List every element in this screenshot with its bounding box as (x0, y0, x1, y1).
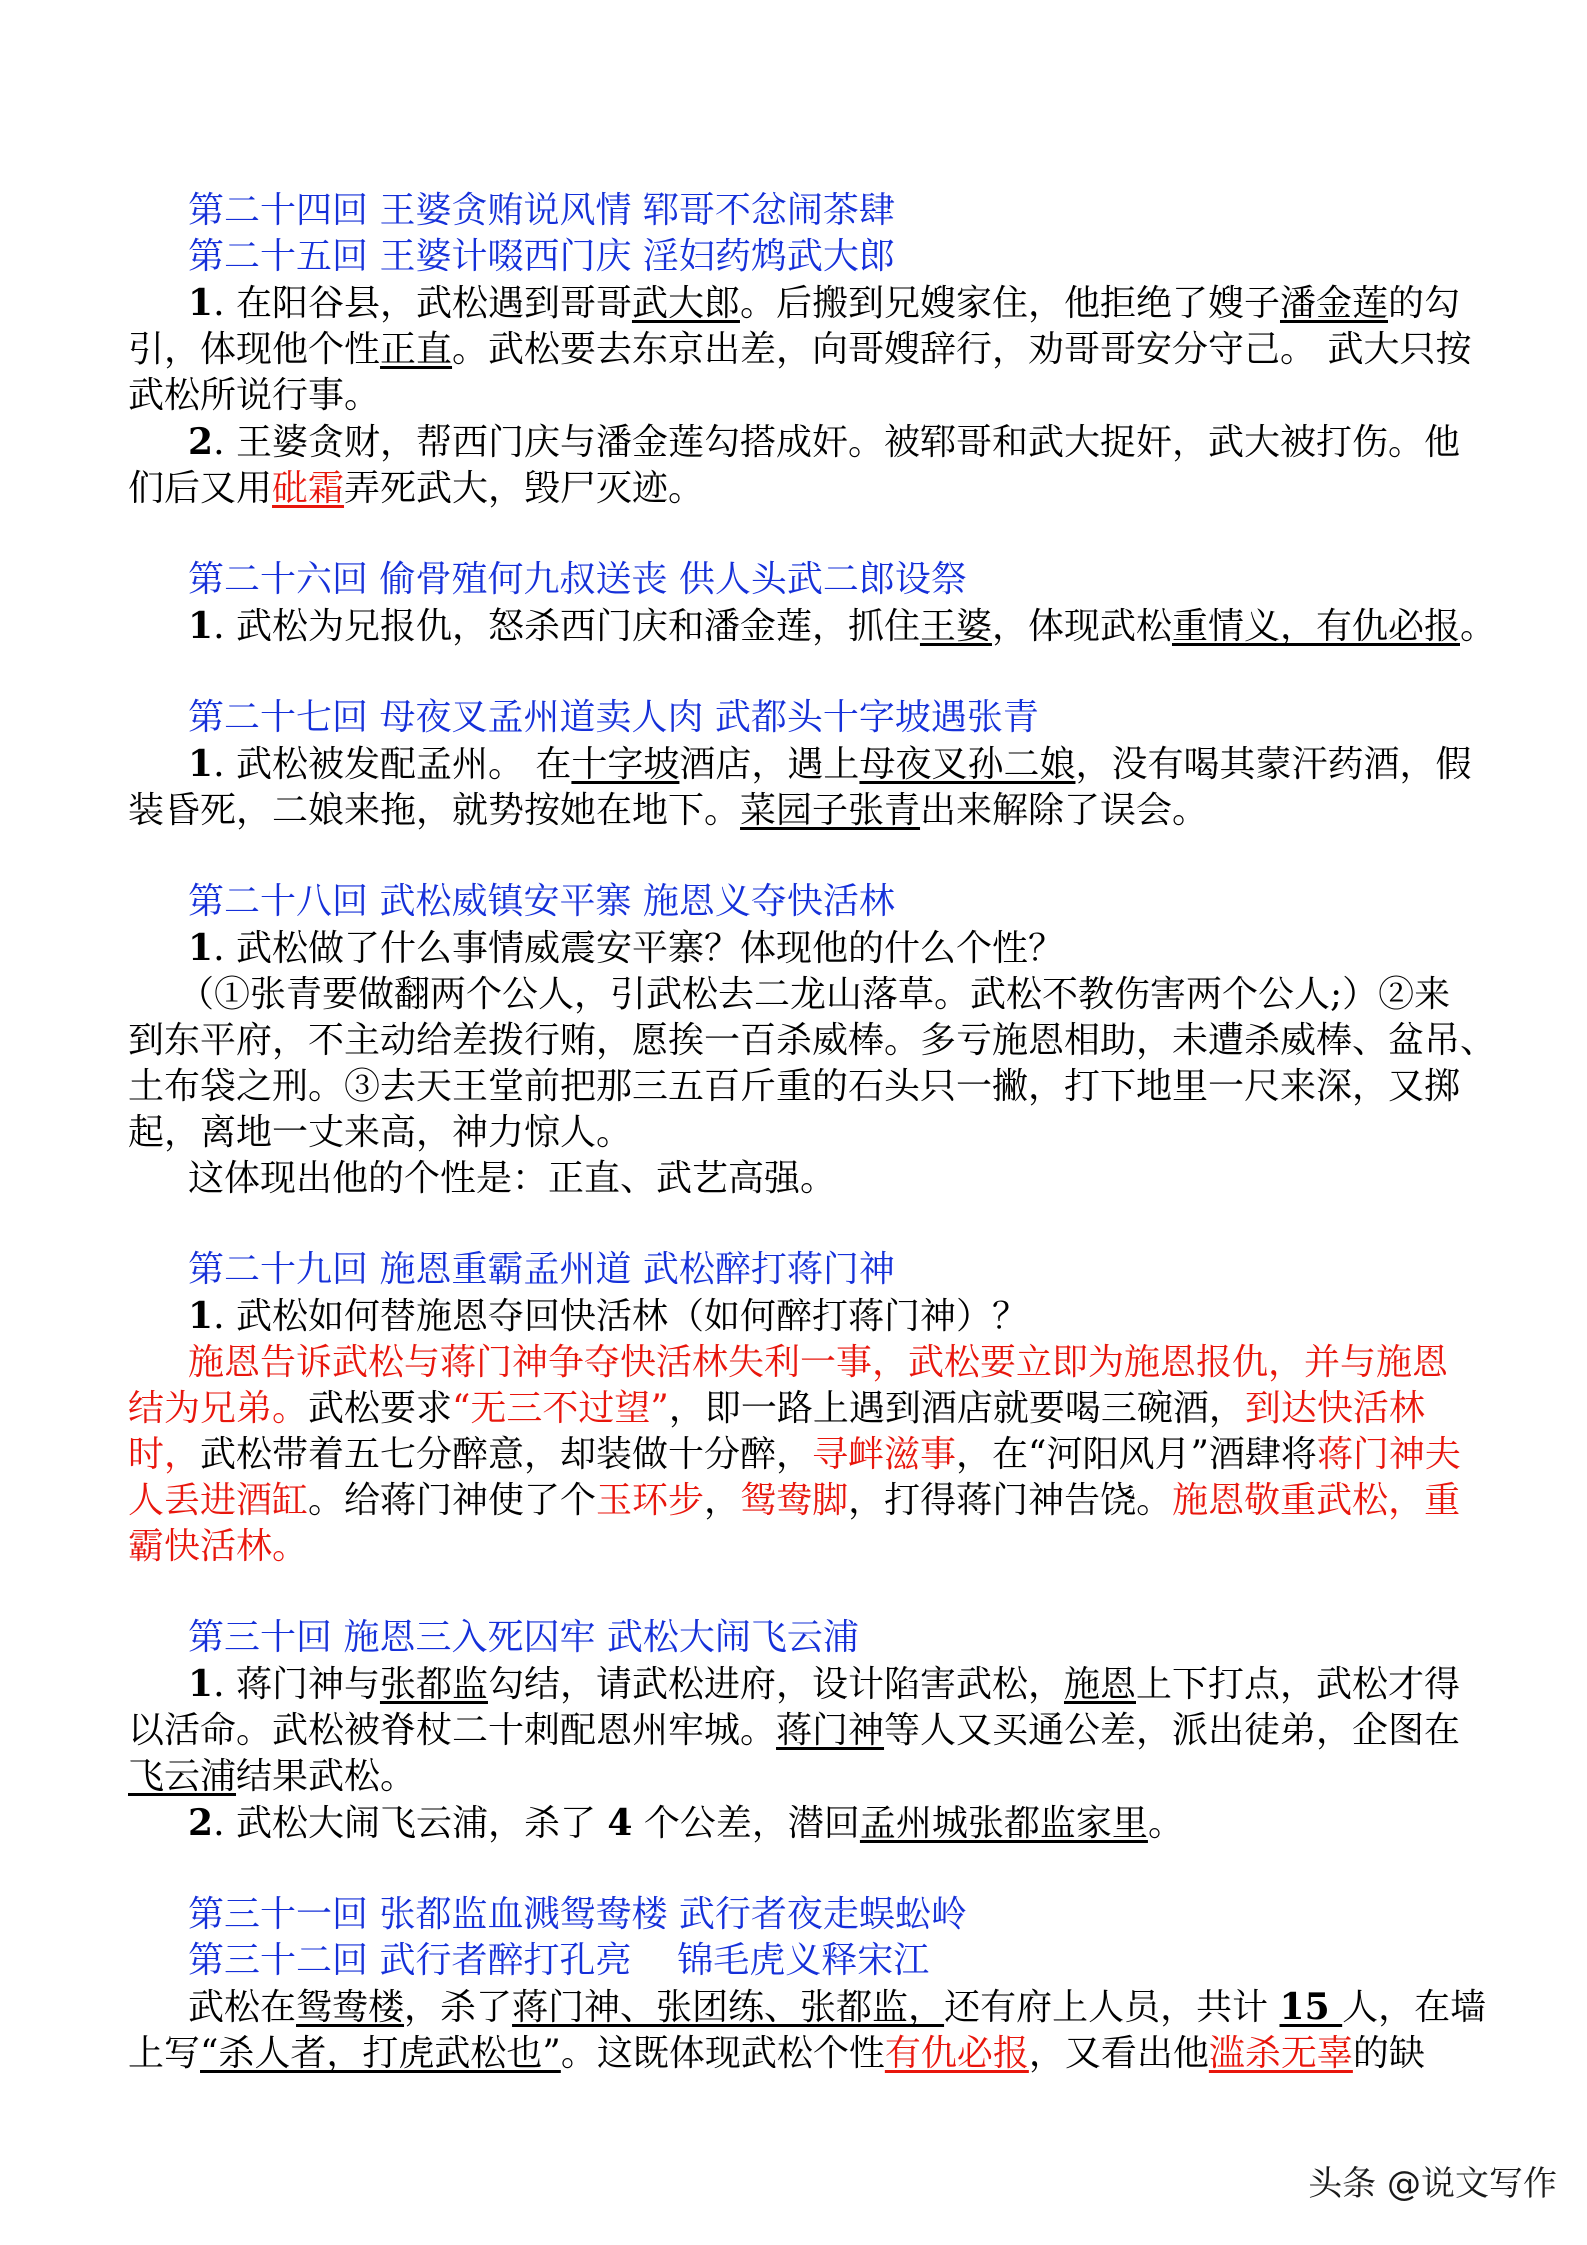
item-number: 1 (188, 282, 214, 324)
source-watermark: 头条 @说文写作 (1308, 2164, 1557, 2204)
underlined-term: 张都监 (379, 1664, 488, 1705)
underlined-term: 鸳鸯楼 (296, 1987, 405, 2028)
chapter-heading: 第二十四回 王婆贪贿说风情 郓哥不忿闹茶肆 (188, 190, 895, 231)
answer-line: 霸快活林。 (128, 1526, 309, 1567)
underlined-term: 施恩 (1063, 1664, 1136, 1705)
paragraph-line: 以活命。武松被脊杖二十刺配恩州牢城。蒋门神等人又买通公差，派出徒弟，企图在 (128, 1710, 1461, 1751)
chapter-heading: 第二十七回 母夜叉孟州道卖人肉 武都头十字坡遇张青 (188, 697, 1039, 738)
paragraph-line: 武松在鸳鸯楼，杀了蒋门神、张团练、张都监，还有府上人员，共计 15 人，在墙 (188, 1986, 1487, 2028)
paragraph-line: 武松所说行事。 (128, 375, 381, 416)
paragraph-line: （①张青要做翻两个公人，引武松去二龙山落草。武松不教伤害两个公人;）②来 (178, 974, 1451, 1015)
section-spacer (128, 1847, 1508, 1892)
paragraph-line: 土布袋之刑。③去天王堂前把那三五百斤重的石头只一撇，打下地里一尺来深，又掷 (128, 1066, 1461, 1107)
chapter-heading: 第二十六回 偷骨殖何九叔送丧 供人头武二郎设祭 (188, 559, 967, 600)
underlined-term: 潘金莲 (1279, 283, 1388, 324)
item-number: 2 (188, 1802, 214, 1844)
document-page (128, 188, 1508, 2077)
paragraph-line: 飞云浦结果武松。 (128, 1756, 417, 1797)
underlined-term: 菜园子张青 (740, 790, 921, 831)
paragraph-line: 上写“杀人者，打虎武松也”。这既体现武松个性有仇必报，又看出他滥杀无辜的缺 (128, 2033, 1425, 2074)
paragraph-line: 1. 在阳谷县，武松遇到哥哥武大郎。后搬到兄嫂家住，他拒绝了嫂子潘金莲的勾 (188, 282, 1461, 324)
paragraph-line: 2. 王婆贪财，帮西门庆与潘金莲勾搭成奸。被郓哥和武大捉奸，武大被打伤。他 (188, 421, 1460, 463)
section-spacer (128, 512, 1508, 557)
highlighted-term: 有仇必报 (884, 2033, 1029, 2074)
underlined-term: 王婆 (919, 606, 992, 647)
underlined-term: 蒋门神 (776, 1710, 885, 1751)
underlined-term: 重情义，有仇必报 (1171, 606, 1460, 647)
item-number: 1 (188, 1663, 214, 1705)
count-number: 15 (1279, 1986, 1343, 2028)
item-number: 1 (188, 605, 214, 647)
question-line: 1. 武松做了什么事情威震安平寨？体现他的什么个性？ (188, 927, 1064, 969)
paragraph-line: 1. 武松为兄报仇，怒杀西门庆和潘金莲，抓住王婆，体现武松重情义，有仇必报。 (188, 605, 1497, 647)
item-number: 1 (188, 743, 214, 785)
paragraph-line: 引，体现他个性正直。武松要去东京出差，向哥嫂辞行，劝哥哥安分守己。 武大只按 (128, 329, 1472, 370)
answer-line: 结为兄弟。武松要求“无三不过望”，即一路上遇到酒店就要喝三碗酒，到达快活林 (128, 1388, 1425, 1429)
answer-line: 施恩告诉武松与蒋门神争夺快活林失利一事，武松要立即为施恩报仇，并与施恩 (188, 1342, 1449, 1383)
item-number: 2 (188, 421, 214, 463)
chapter-heading: 第二十五回 王婆计啜西门庆 淫妇药鸩武大郎 (188, 236, 895, 277)
answer-line: 人丢进酒缸。给蒋门神使了个玉环步，鸳鸯脚，打得蒋门神告饶。施恩敬重武松，重 (128, 1480, 1461, 1521)
chapter-heading: 第三十回 施恩三入死囚牢 武松大闹飞云浦 (188, 1617, 859, 1658)
question-line: 1. 武松如何替施恩夺回快活林（如何醉打蒋门神）？ (188, 1295, 1028, 1337)
section-spacer (128, 1570, 1508, 1615)
paragraph-line: 起，离地一丈来高，神力惊人。 (128, 1112, 633, 1153)
paragraph-line: 2. 武松大闹飞云浦，杀了 4 个公差，潜回孟州城张都监家里。 (188, 1802, 1184, 1844)
section-spacer (128, 1202, 1508, 1247)
count-number: 4 (607, 1802, 633, 1844)
chapter-heading: 第三十二回 武行者醉打孔亮 锦毛虎义释宋江 (188, 1940, 930, 1981)
section-spacer (128, 834, 1508, 879)
paragraph-line: 们后又用砒霜弄死武大，毁尸灭迹。 (128, 468, 705, 509)
underlined-term: 十字坡 (571, 744, 680, 785)
highlighted-term: 砒霜 (272, 468, 345, 509)
underlined-quote: “杀人者，打虎武松也” (200, 2033, 561, 2074)
underlined-term: 母夜叉孙二娘 (859, 744, 1076, 785)
item-number: 1 (188, 927, 214, 969)
underlined-term: 蒋门神、张团练、张都监， (512, 1987, 945, 2028)
chapter-heading: 第二十八回 武松威镇安平寨 施恩义夺快活林 (188, 881, 895, 922)
paragraph-line: 这体现出他的个性是：正直、武艺高强。 (188, 1158, 837, 1199)
underlined-term: 孟州城张都监家里 (859, 1803, 1148, 1844)
paragraph-line: 1. 蒋门神与张都监勾结，请武松进府，设计陷害武松，施恩上下打点，武松才得 (188, 1663, 1461, 1705)
chapter-heading: 第三十一回 张都监血溅鸳鸯楼 武行者夜走蜈蚣岭 (188, 1894, 967, 1935)
item-number: 1 (188, 1295, 214, 1337)
paragraph-line: 到东平府，不主动给差拨行贿，愿挨一百杀威棒。多亏施恩相助，未遭杀威棒、盆吊、 (128, 1020, 1497, 1061)
paragraph-line: 装昏死，二娘来拖，就势按她在地下。菜园子张青出来解除了误会。 (128, 790, 1209, 831)
chapter-heading: 第二十九回 施恩重霸孟州道 武松醉打蒋门神 (188, 1249, 895, 1290)
highlighted-term: 滥杀无辜 (1208, 2033, 1353, 2074)
underlined-term: 正直 (380, 329, 453, 370)
paragraph-line: 1. 武松被发配孟州。 在十字坡酒店，遇上母夜叉孙二娘，没有喝其蒙汗药酒，假 (188, 743, 1472, 785)
underlined-term: 武大郎 (631, 283, 740, 324)
underlined-term: 飞云浦 (128, 1756, 237, 1797)
answer-line: 时，武松带着五七分醉意，却装做十分醉，寻衅滋事，在“河阳风月”酒肆将蒋门神夫 (128, 1434, 1461, 1475)
section-spacer (128, 650, 1508, 695)
